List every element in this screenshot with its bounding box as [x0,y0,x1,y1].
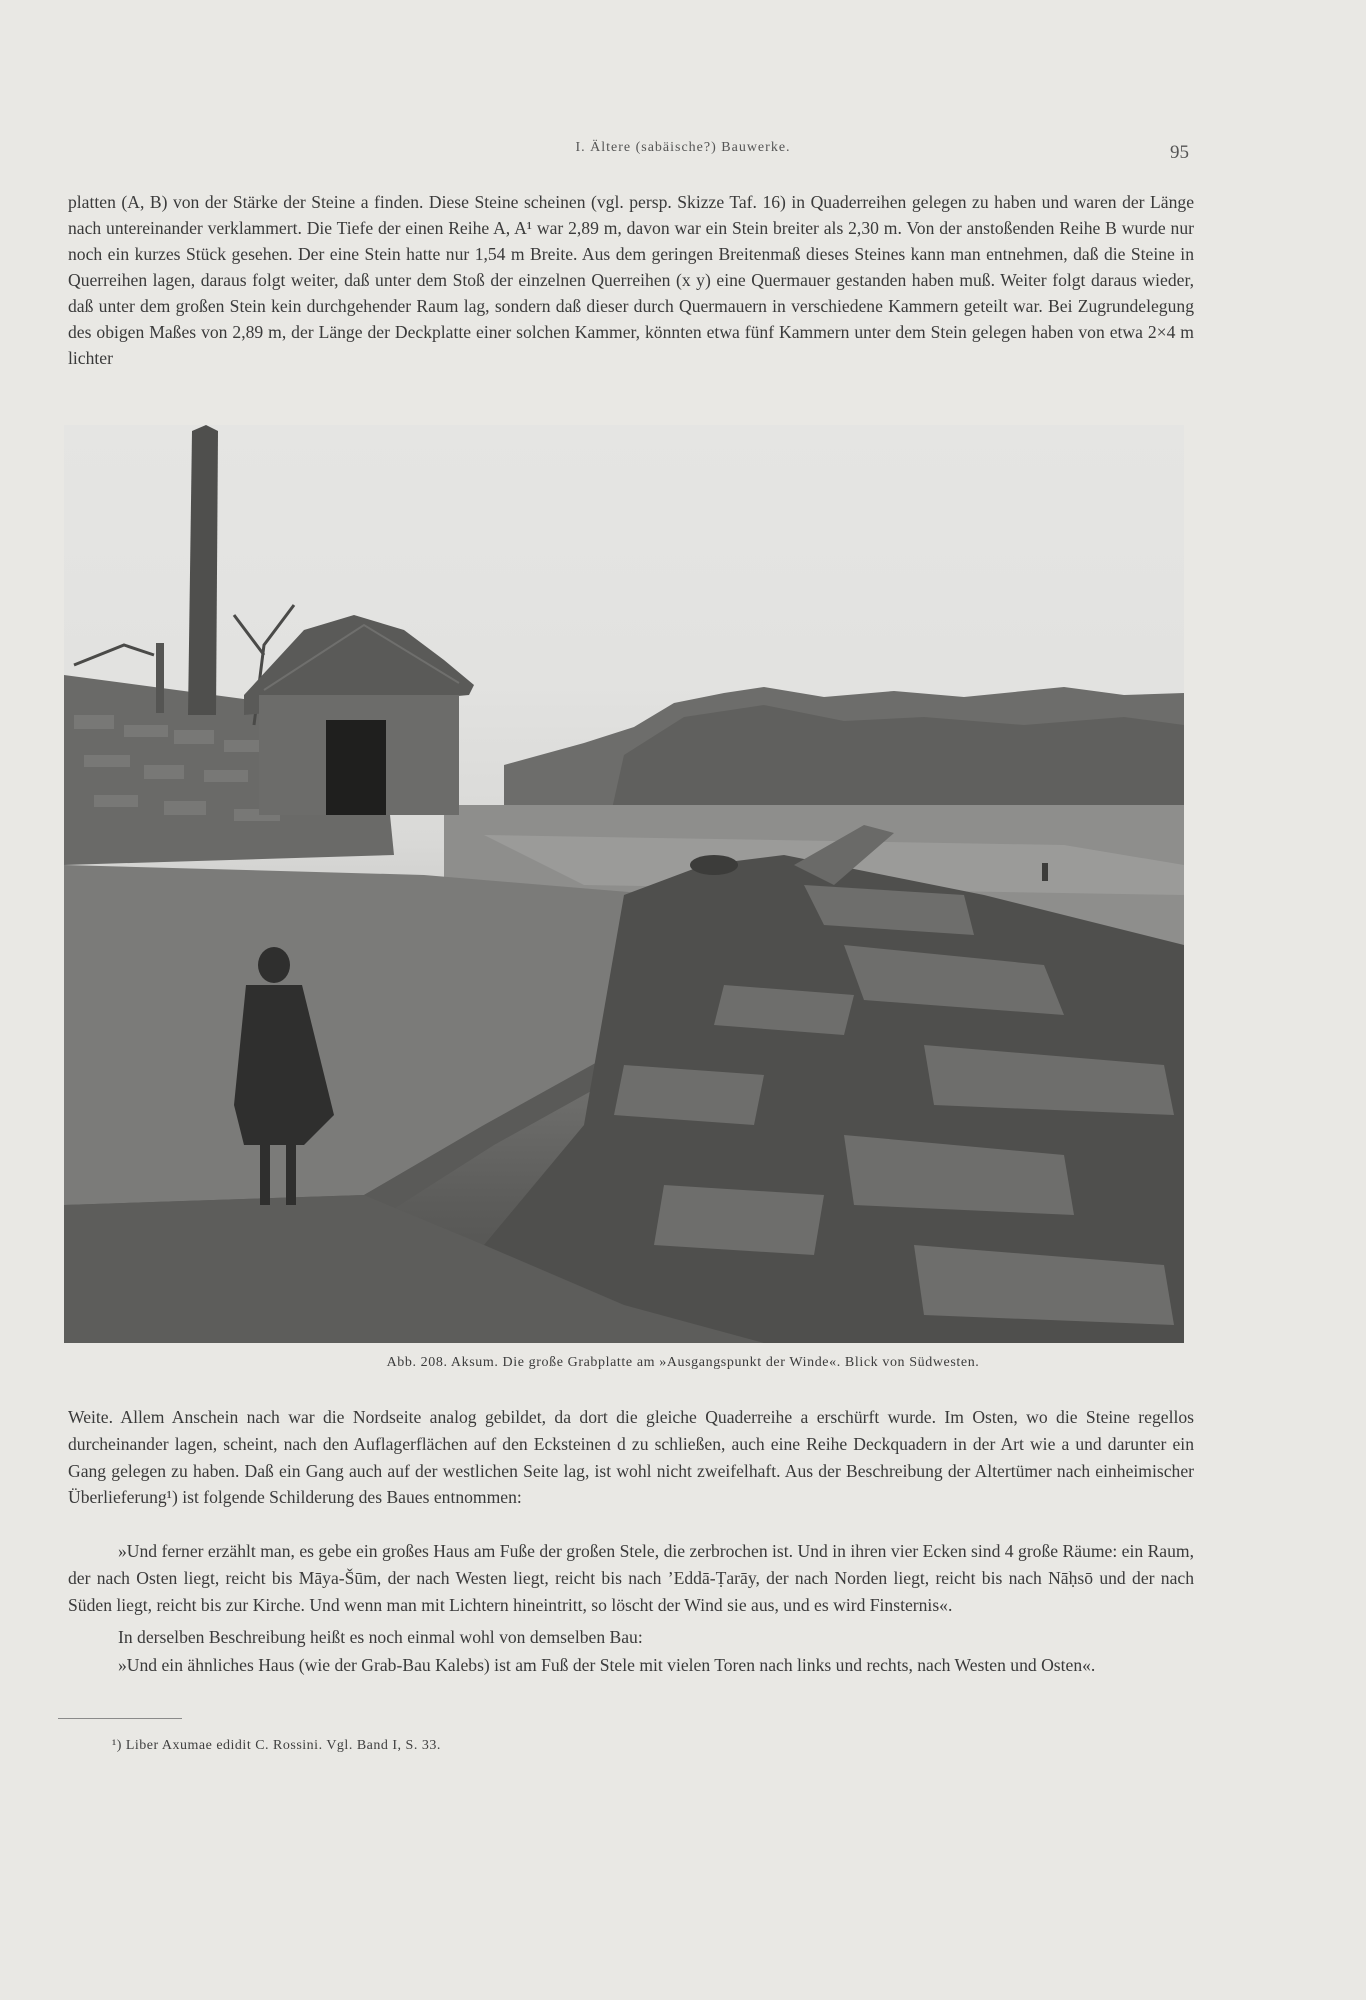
obelisk [188,425,218,715]
paragraph-top: platten (A, B) von der Stärke der Steine a finden. Diese Steine scheinen (vgl. persp. Skizze Taf. 16) in Quaderreihen gelegen zu haben und waren der Länge nach untereinander verklammert. Die Tiefe der einen Reihe A, A¹ war 2,89 m, davon war ein Stein breiter als 2,30 m. Von der anstoßenden Reihe B wurde nur noch ein kurzes Stück gesehen. Der eine Stein hatte nur 1,54 m Breite. Aus dem geringen Breitenmaß dieses Steines kann man entnehmen, daß die Steine in Querreihen lagen, daraus folgt weiter, daß unter dem Stoß der einzelnen Querreihen (x y) eine Quermauer gestanden haben muß. Weiter folgt daraus wieder, daß unter dem großen Stein kein durchgehender Raum lag, sondern daß dieser durch Quermauern in verschiedene Kammern geteilt war. Bei Zugrundelegung des obigen Maßes von 2,89 m, der Länge der Deckplatte einer solchen Kammer, könnten etwa fünf Kammern unter dem Stein gelegen haben von etwa 2×4 m lichter [68,192,1194,368]
photograph-drawing [64,425,1184,1343]
paragraph-lower: Weite. Allem Anschein nach war die Nordseite analog gebildet, da dort die gleiche Quaderreihe a erschürft wurde. Im Osten, wo die Steine regellos durcheinander lagen, scheint, nach den Auflagerflächen auf den Ecksteinen d zu schließen, auch eine Reihe Deckquadern in der Art wie a und darunter ein Gang gelegen zu haben. Daß ein Gang auch auf der westlichen Seite lag, ist wohl nicht zweifelhaft. Aus der Beschreibung der Altertümer nach einheimischer Überlieferung¹) ist folgende Schilderung des Baues entnommen: [68,1407,1194,1508]
footnote: ¹) Liber Axumae edidit C. Rossini. Vgl. Band I, S. 33. [112,1738,441,1753]
hut-doorway [326,720,386,815]
quote-paragraph: »Und ferner erzählt man, es gebe ein großes Haus am Fuße der großen Stele, die zerbrochen ist. Und in ihren vier Ecken sind 4 große Räume: ein Raum, der nach Osten liegt, reicht bis Māya-Šūm, der nach Westen liegt, reicht bis nach ’Eddā-Ṭarāy, der nach Norden liegt, reicht bis nach Nāḥsō und der nach Süden liegt, reicht bis zur Kirche. Und wenn man mit Lichtern hineintritt, so löscht der Wind sie aus, und es wird Finsternis«. [68,1541,1194,1615]
description-line: In derselben Beschreibung heißt es noch einmal wohl von demselben Bau: [118,1627,643,1647]
photograph-figure [64,425,1184,1343]
small-stele [156,643,164,713]
page-number: 95 [1170,142,1189,163]
footnote-divider [58,1718,182,1719]
quote-paragraph-second: »Und ein ähnliches Haus (wie der Grab-Bau Kalebs) ist am Fuß der Stele mit vielen Toren nach links und rechts, nach Westen und Osten«. [118,1655,1096,1675]
running-title: I. Ältere (sabäische?) Bauwerke. [575,140,791,155]
figure-caption: Abb. 208. Aksum. Die große Grabplatte am »Ausgangspunkt der Winde«. Blick von Südwesten. [386,1355,980,1370]
